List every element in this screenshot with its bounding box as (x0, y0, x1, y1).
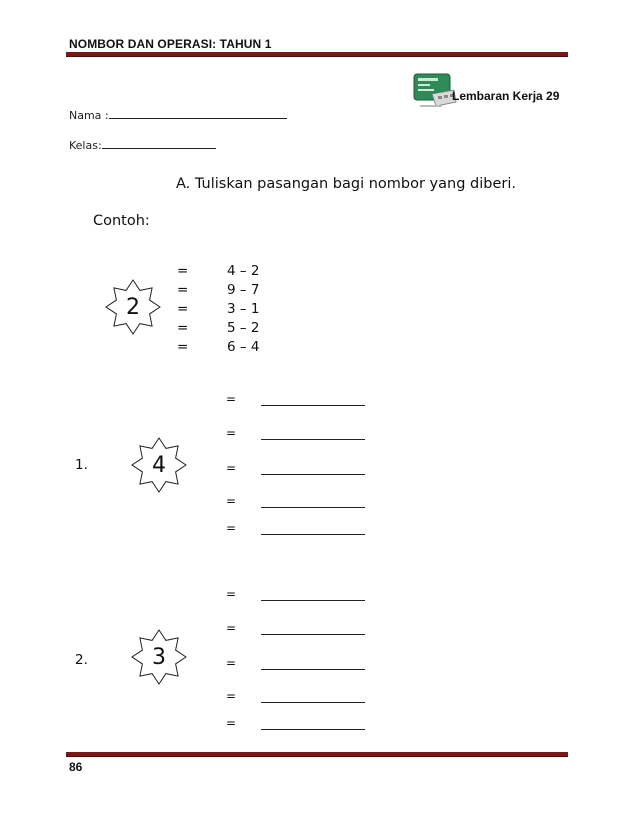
equals-sign: = (177, 339, 189, 355)
page-number: 86 (69, 760, 83, 774)
question-2-number: 2. (75, 652, 88, 668)
example-expression: 5 – 2 (227, 320, 260, 336)
equals-sign: = (177, 263, 189, 279)
example-label: Contoh: (93, 213, 150, 229)
answer-row (226, 716, 365, 730)
equals-sign: = (226, 689, 237, 703)
class-field (69, 138, 216, 152)
example-equation (177, 320, 260, 336)
example-equation (177, 263, 260, 279)
answer-row (226, 461, 365, 475)
answer-row (226, 689, 365, 703)
name-blank[interactable] (109, 108, 287, 119)
answer-blank[interactable] (261, 495, 365, 508)
question-1-number: 1. (75, 457, 88, 473)
answer-row (226, 426, 365, 440)
example-equation (177, 282, 260, 298)
answer-row (226, 587, 365, 601)
name-field (69, 108, 287, 122)
answer-blank[interactable] (261, 657, 365, 670)
worksheet-label: Lembaran Kerja 29 (452, 89, 560, 103)
class-blank[interactable] (102, 138, 216, 149)
equals-sign: = (226, 521, 237, 535)
question-1-star-shape (131, 437, 187, 493)
answer-blank[interactable] (261, 622, 365, 635)
example-star-number: 2 (126, 294, 140, 320)
equals-sign: = (226, 656, 237, 670)
example-expression: 3 – 1 (227, 301, 260, 317)
equals-sign: = (177, 301, 189, 317)
answer-row (226, 521, 365, 535)
equals-sign: = (177, 282, 189, 298)
answer-blank[interactable] (261, 522, 365, 535)
instruction-text: A. Tuliskan pasangan bagi nombor yang diberi. (176, 176, 516, 192)
equals-sign: = (226, 426, 237, 440)
answer-row (226, 392, 365, 406)
equals-sign: = (226, 461, 237, 475)
answer-blank[interactable] (261, 690, 365, 703)
answer-row (226, 656, 365, 670)
equals-sign: = (226, 621, 237, 635)
answer-row (226, 621, 365, 635)
header-title: NOMBOR DAN OPERASI: TAHUN 1 (69, 37, 272, 51)
question-2-star-shape (131, 629, 187, 685)
answer-row (226, 494, 365, 508)
equals-sign: = (226, 392, 237, 406)
question-1-star-number: 4 (152, 452, 166, 478)
example-equation (177, 301, 260, 317)
example-expression: 6 – 4 (227, 339, 260, 355)
answer-blank[interactable] (261, 427, 365, 440)
header-rule (66, 52, 568, 57)
footer-rule (66, 752, 568, 757)
example-equation (177, 339, 260, 355)
name-label: Nama : (69, 109, 109, 122)
equals-sign: = (226, 494, 237, 508)
example-expression: 9 – 7 (227, 282, 260, 298)
equals-sign: = (226, 587, 237, 601)
example-expression: 4 – 2 (227, 263, 260, 279)
equals-sign: = (177, 320, 189, 336)
answer-blank[interactable] (261, 462, 365, 475)
example-star-shape (105, 279, 161, 335)
question-2-star-number: 3 (152, 644, 166, 670)
worksheet-logo (410, 72, 458, 110)
equals-sign: = (226, 716, 237, 730)
answer-blank[interactable] (261, 393, 365, 406)
answer-blank[interactable] (261, 588, 365, 601)
class-label: Kelas: (69, 139, 102, 152)
answer-blank[interactable] (261, 717, 365, 730)
